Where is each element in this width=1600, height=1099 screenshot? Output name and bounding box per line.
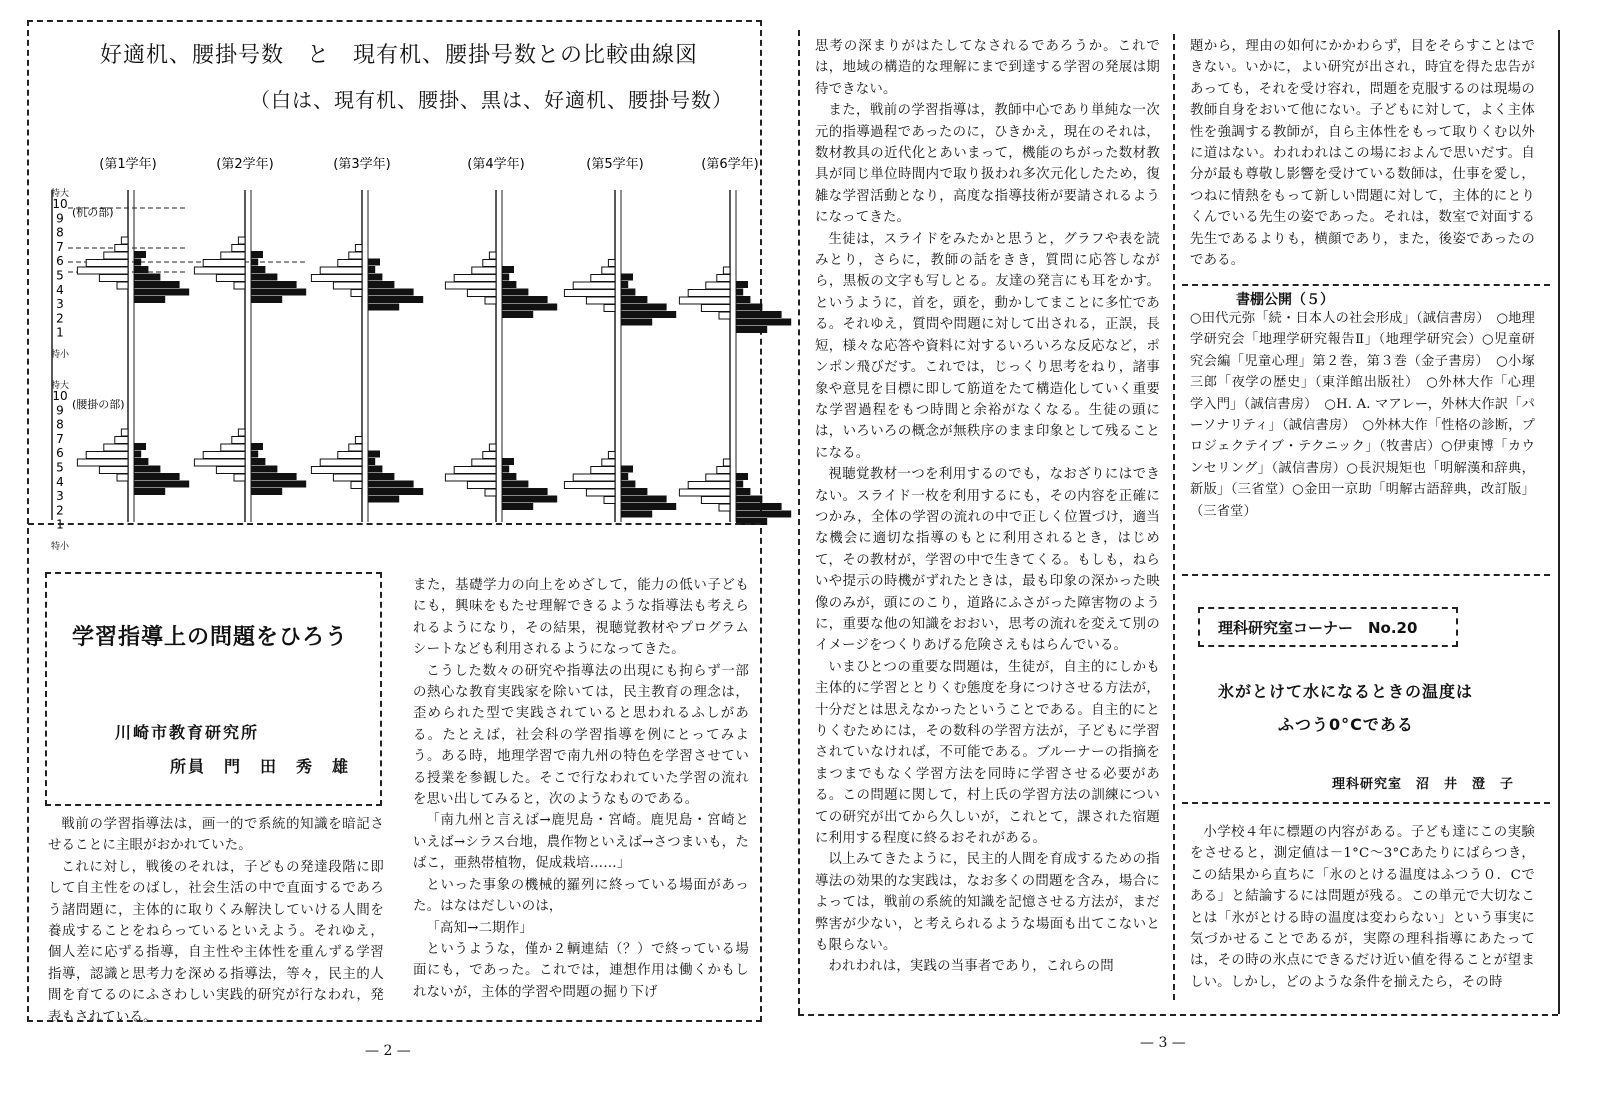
article-org: 川崎市教育研究所 <box>115 723 260 742</box>
black-bar <box>134 296 165 303</box>
white-bar <box>216 467 245 474</box>
scale-number: 4 <box>56 474 64 489</box>
desk-section-label: (机の部) <box>72 206 114 219</box>
white-bar <box>194 267 245 274</box>
black-bar <box>736 481 743 488</box>
scale-number: 2 <box>56 503 64 518</box>
white-bar <box>338 452 362 459</box>
black-bar <box>368 473 394 480</box>
science-corner-label: 理科研究室コーナー No.20 <box>1218 619 1418 637</box>
scale-number: 4 <box>56 282 64 297</box>
white-bar <box>221 252 245 259</box>
black-bar <box>621 488 647 495</box>
science-title-1: 氷がとけて水になるときの温度は <box>1218 682 1474 701</box>
black-bar <box>736 296 750 303</box>
white-bar <box>564 482 615 489</box>
black-bar <box>502 488 548 495</box>
black-bar <box>502 466 509 473</box>
black-bar <box>368 281 394 288</box>
right-page-right-border <box>1558 30 1560 1014</box>
scale-number: 6 <box>56 254 64 269</box>
right-page-bottom-border <box>798 1014 1558 1016</box>
science-title-2: ふつう0°Cである <box>1278 715 1414 734</box>
white-bar <box>86 260 128 267</box>
white-bar <box>349 252 362 259</box>
comparison-chart <box>28 150 759 552</box>
white-bar <box>723 459 730 466</box>
scale-number: 7 <box>56 431 64 446</box>
paragraph: 視聴覚教材一つを利用するのでも，なおざりにはできない。スライド一枚を利用するにも，その内容を正確につかみ，全体の学習の流れの中で正しく位置づけ，適当な機会に適切な指導のもとに利用されるとき，はじめて，その教材が，学習の中で生きてくる。もしも，ねらいや提示の時機がずれたときは，最も印象の深かった映像のみが，頭にのこり，道路にふさがった障害物のように，重要な他の知識をおおい，思考の流れを変えて別のイメージをつくりあげる危険さえもはらんでいる。 <box>815 467 1160 654</box>
science-body: 小学校４年に標題の内容がある。子ども達にこの実験をさせると，測定値は－1°C～3°Cあたりにばらつき，この結果から直ちに「氷のとける温度はふつう０．Cである」と結論するには問題が残る。この単元で大切なことは「氷がとける時の温度は変わらない」という事実に気づかせることであるが，実際の理科指導にあたっては，その時の氷点にできるだけ近い値を得ることが望ましい。しかし，どのような条件を揃えたら，その時 <box>1190 825 1535 990</box>
article-column-4 <box>1190 36 1535 271</box>
black-bar <box>502 289 528 296</box>
white-bar <box>591 467 615 474</box>
year-label: (第4学年) <box>467 157 525 172</box>
black-bar <box>251 251 263 258</box>
white-bar <box>99 275 128 282</box>
paragraph: いまひとつの重要な問題は，生徒が，自主的にしかも主体的に学習ととりくむ態度を身につけさせる方法が，十分だとは思えなかったということである。自主的にとりくむためには，その数科の学習方法が，子どもに学習されていなければ，不可能である。ブルーナーの指摘をまつまでもなく学習方法を同時に学習させる必要がある。この問題に関して，村上氏の学習方法の訓練についての研究が出てから久しいが，これとて，課された宿題に利用する程度に終るおそれがある。 <box>815 659 1160 847</box>
white-bar <box>688 482 730 489</box>
article-column-1 <box>48 814 384 1028</box>
black-bar <box>368 304 399 311</box>
white-bar <box>472 459 496 466</box>
white-bar <box>99 467 128 474</box>
article-author: 所員 門 田 秀 雄 <box>170 757 351 776</box>
black-bar <box>251 274 277 281</box>
white-bar <box>445 474 496 481</box>
white-bar <box>104 444 128 451</box>
year-label: (第3学年) <box>333 157 391 172</box>
white-bar <box>604 497 615 504</box>
year-column <box>445 190 557 522</box>
black-bar <box>736 304 762 311</box>
black-bar <box>251 466 277 473</box>
scale-number: 1 <box>56 517 64 532</box>
black-bar <box>502 311 533 318</box>
black-bar <box>134 443 146 450</box>
black-bar <box>736 473 748 480</box>
axis-bottom-label: 特小 <box>50 542 70 552</box>
white-bar <box>483 260 496 267</box>
white-bar <box>602 459 615 466</box>
white-bar <box>608 260 615 267</box>
black-bar <box>368 266 375 273</box>
black-bar <box>502 304 557 311</box>
article-title: 学習指導上の問題をひろう <box>72 625 349 650</box>
chart-subtitle: （白は、現有机、腰掛、黒は、好適机、腰掛号数） <box>250 88 733 112</box>
chart-title: 好適机、腰掛号数 と 現有机、腰掛号数との比較曲線図 <box>100 43 699 68</box>
white-bar <box>604 305 615 312</box>
black-bar <box>368 259 380 266</box>
black-bar <box>134 473 180 480</box>
white-bar <box>723 267 730 274</box>
black-bar <box>502 473 516 480</box>
white-bar <box>489 444 496 451</box>
black-bar <box>502 496 557 503</box>
scale-number: 3 <box>56 489 64 504</box>
black-bar <box>736 488 750 495</box>
white-bar <box>701 305 730 312</box>
right-page <box>790 0 1600 1099</box>
black-bar <box>134 481 189 488</box>
white-bar <box>454 275 496 282</box>
white-bar <box>355 245 362 252</box>
black-bar <box>621 281 628 288</box>
black-bar <box>736 326 767 333</box>
black-bar <box>502 274 509 281</box>
white-bar <box>602 267 615 274</box>
article-column-2 <box>413 575 749 1003</box>
black-bar <box>251 281 297 288</box>
paragraph: 戦前の学習指導法は，画一的で系統的知識を暗記させることに主眼がおかれていた。 <box>48 817 384 854</box>
axis-bottom-label: 特小 <box>50 350 70 360</box>
white-bar <box>234 474 245 481</box>
white-bar <box>706 282 730 289</box>
year-column <box>311 190 423 522</box>
black-bar <box>134 488 165 495</box>
paragraph: 題から，理由の如何にかかわらず，目をそらすことはできない。いかに，よい研究が出され，時宜を得た忠告があっても，それを受け容れ，問題を克服するのは現場の教師自身をおいて他にない。子どもに対して，よく主体性を強調する教師が，自ら主体性をもって取りくむ以外に道はない。われわれはこの場におよんで思いだす。自分が最も尊敬し影響を受けている数師は，仕事を愛し，つねに情熱をもって新しい問題に対して，主体的にとりくんでいる先生の姿であった。それは，数室で対面する先生であるよりも，横顔であり，また，後姿であったのである。 <box>1190 39 1535 269</box>
white-bar <box>608 452 615 459</box>
chart-divider <box>28 523 761 525</box>
black-bar <box>251 296 282 303</box>
paragraph: こうした数々の研究や指導法の出現にも拘らず一部の熱心な教育実践家を除いては，民主教育の理念は，歪められた型で実践されていると思われるふしがある。たとえば，社会科の学習指導を例にとってみよう。ある時，地理学習で南九州の特色を学習させている授業を参観した。そこで行なわれていた学習の流れを思い出してみると，次のようなものである。 <box>413 663 749 808</box>
white-bar <box>679 297 730 304</box>
black-bar <box>251 458 265 465</box>
white-bar <box>121 429 128 436</box>
white-bar <box>320 267 362 274</box>
scale-number: 9 <box>56 403 64 418</box>
black-bar <box>621 466 633 473</box>
year-column <box>679 190 791 525</box>
white-bar <box>467 482 496 489</box>
black-bar <box>251 266 265 273</box>
black-bar <box>368 496 399 503</box>
white-bar <box>121 237 128 244</box>
black-bar <box>736 319 791 326</box>
white-bar <box>117 474 128 481</box>
page-number: — 3 — <box>1140 1035 1186 1051</box>
white-bar <box>238 429 245 436</box>
white-bar <box>485 297 496 304</box>
black-bar <box>736 281 748 288</box>
white-bar <box>445 282 496 289</box>
paragraph: 「高知→二期作」 <box>426 920 533 936</box>
black-bar <box>621 319 652 326</box>
white-bar <box>706 474 730 481</box>
white-bar <box>472 267 496 274</box>
white-bar <box>338 260 362 267</box>
black-bar <box>736 503 782 510</box>
paragraph: また，戦前の学習指導は，教師中心であり単純な一次元的指導過程であったのに，ひきかえ，現在のそれは，数材教具の近代化とあいまって，機能のちがった数材教具が同じ単位時間内で取り扱われ多次元化したため，復雑な学習活動となり，高度な指導技術が要請されるようになってきた。 <box>815 103 1160 226</box>
right-page-left-border <box>798 30 800 1014</box>
black-bar <box>134 281 180 288</box>
white-bar <box>717 275 730 282</box>
paragraph: これに対し，戦後のそれは，子どもの発達段階に即して自主性をのばし，社会生活の中で直面するであろう諸問題に，主体的に取りくみ解決していける人間を養成することをねらっているといえよう。それゆえ，個人差に応ずる指導，自主性や主体性を重んずる学習指導，認識と思考力を深める指導法，等々，民主的人間を育てるのにふさわしい実践的研究が行なわれ，発表もされている。 <box>48 859 384 1025</box>
white-bar <box>719 504 730 511</box>
paragraph: 「南九州と言えば→鹿児島・宮崎。鹿児島・宮崎といえば→シラス台地，農作物といえば→さつまいも，たばこ，亜熱帯植物，促成栽培……」 <box>413 813 749 872</box>
scale-number: 1 <box>56 325 64 340</box>
axis-top-label: 特大 <box>50 189 70 199</box>
black-bar <box>251 473 297 480</box>
white-bar <box>86 452 128 459</box>
black-bar <box>368 458 375 465</box>
chair-section-label: (腰掛の部) <box>72 398 125 411</box>
black-bar <box>134 458 148 465</box>
black-bar <box>621 289 635 296</box>
black-bar <box>251 481 306 488</box>
black-bar <box>368 466 382 473</box>
white-bar <box>221 444 245 451</box>
white-bar <box>454 467 496 474</box>
article-column-3 <box>815 36 1160 978</box>
white-bar <box>203 452 245 459</box>
black-bar <box>621 311 676 318</box>
books-top-border <box>1182 284 1550 286</box>
white-bar <box>586 489 615 496</box>
white-bar <box>679 489 730 496</box>
black-bar <box>251 488 282 495</box>
year-label: (第6学年) <box>701 157 759 172</box>
white-bar <box>77 267 128 274</box>
scale-number: 2 <box>56 311 64 326</box>
scale-number: 7 <box>56 239 64 254</box>
black-bar <box>251 451 258 458</box>
black-bar <box>368 451 380 458</box>
paragraph: といった事象の機械的羅列に終っている場面があった。はなはだしいのは， <box>413 877 749 915</box>
scale-number: 8 <box>56 225 64 240</box>
black-bar <box>502 458 514 465</box>
black-bar <box>736 511 791 518</box>
black-bar <box>502 281 516 288</box>
year-column <box>564 190 676 522</box>
white-bar <box>77 459 128 466</box>
white-bar <box>349 444 362 451</box>
white-bar <box>333 282 362 289</box>
white-bar <box>719 312 730 319</box>
black-bar <box>736 496 762 503</box>
left-page <box>0 0 790 1099</box>
scale-number: 3 <box>56 297 64 312</box>
white-bar <box>351 290 362 297</box>
white-bar <box>203 260 245 267</box>
black-bar <box>736 289 743 296</box>
white-bar <box>701 497 730 504</box>
scale-number: 6 <box>56 446 64 461</box>
white-bar <box>311 275 362 282</box>
science-divider <box>1182 802 1550 804</box>
black-bar <box>134 251 146 258</box>
paragraph: また，基礎学力の向上をめざして，能力の低い子どもにも，興味をもたせ理解できるような指導法も考えられるようになり，その結果，視聴覚教材やプログラムシートなども利用されるようになってきた。 <box>413 578 749 658</box>
books-bottom-border <box>1182 574 1550 576</box>
black-bar <box>251 443 263 450</box>
white-bar <box>104 252 128 259</box>
white-bar <box>467 290 496 297</box>
black-bar <box>134 266 148 273</box>
white-bar <box>333 474 362 481</box>
black-bar <box>502 481 528 488</box>
black-bar <box>368 488 423 495</box>
white-bar <box>115 437 128 444</box>
page-number: — 2 — <box>365 1043 411 1059</box>
white-bar <box>717 467 730 474</box>
black-bar <box>134 289 189 296</box>
white-bar <box>489 252 496 259</box>
black-bar <box>251 289 306 296</box>
black-bar <box>368 296 423 303</box>
black-bar <box>368 289 414 296</box>
black-bar <box>368 274 382 281</box>
paragraph: というような，僅か２輌連結（？）で終っている場面にも，であった。これでは，連想作用は働くかもしれないが，主体的学習や問題の掘り下げ <box>413 941 749 1000</box>
black-bar <box>621 296 647 303</box>
white-bar <box>194 459 245 466</box>
paragraph: われわれは，実践の当事者であり，これらの問 <box>828 959 1114 975</box>
black-bar <box>502 503 533 510</box>
books-heading: 書棚公開（５） <box>1236 292 1334 308</box>
white-bar <box>115 245 128 252</box>
paragraph: 生徒は，スライドをみたかと思うと，グラフや表を読みとり，さらに，教師の話をきき，質問に応答しながら，黒板の文字も写しとる。友達の発言にも耳をかす。というように，首を，頭を，動かしてまことに多忙である。それゆえ，質問や問題に対して出される，正誤，長短，様々な応答や資料に対するいろいろな反応など，ポンポン飛びだす。これでは，じっくり思考をねり，諸事象や意見を目標に即して筋道をたて構造化していく重要な学習過程をもつ時間と余裕がなくなる。生徒の頭には，いろいろの概念が無秩序のまま印象として残ることになる。 <box>815 231 1160 461</box>
black-bar <box>134 259 141 266</box>
white-bar <box>688 290 730 297</box>
scale-number: 10 <box>52 389 68 403</box>
paragraph: 思考の深まりがはたしてなされるであろうか。これでは，地域の構造的な理解にまで到達する学習の発展は期待できない。 <box>815 39 1160 97</box>
black-bar <box>134 274 160 281</box>
white-bar <box>232 437 245 444</box>
black-bar <box>134 451 141 458</box>
scale-number: 8 <box>56 417 64 432</box>
year-label: (第1学年) <box>99 157 157 172</box>
black-bar <box>621 274 633 281</box>
white-bar <box>586 297 615 304</box>
white-bar <box>355 437 362 444</box>
white-bar <box>232 245 245 252</box>
scale-number: 9 <box>56 211 64 226</box>
black-bar <box>621 511 652 518</box>
black-bar <box>502 296 548 303</box>
white-bar <box>351 482 362 489</box>
black-bar <box>736 311 782 318</box>
black-bar <box>621 496 667 503</box>
black-bar <box>621 481 635 488</box>
white-bar <box>311 467 362 474</box>
science-author: 理科研究室 沼 井 澄 子 <box>1332 777 1515 792</box>
white-bar <box>485 489 496 496</box>
white-bar <box>234 282 245 289</box>
black-bar <box>621 473 628 480</box>
year-column <box>77 190 189 522</box>
black-bar <box>621 304 667 311</box>
white-bar <box>564 290 615 297</box>
black-bar <box>368 481 414 488</box>
white-bar <box>117 282 128 289</box>
white-bar <box>216 275 245 282</box>
white-bar <box>573 282 615 289</box>
axis-top-label: 特大 <box>50 381 70 391</box>
year-column <box>194 190 306 522</box>
scale-number: 5 <box>56 460 64 475</box>
white-bar <box>591 275 615 282</box>
black-bar <box>502 266 514 273</box>
books-list: ○田代元弥「続・日本人の社会形成」（誠信書房） ○地理学研究会「地理学研究報告Ⅱ」（地理学研究会）○児童研究会編「児童心理」第２巻，第３巻（金子書房） ○小塚三郎「夜学の歴史」（東洋館出版社） ○外林大作「心理学入門」（誠信書房） ○H. A. マアレー，外林大作訳「パーソナリティ」（誠信書房） ○外林大作「性格の診断，プロジェクテイブ・テクニック」（牧書店）○伊東博「カウンセリング」（誠信書房）○長沢規矩也「明解漢和辞典，新版」（三省堂）○金田一京助「明解古語辞典，改訂版」（三省堂） <box>1190 311 1535 519</box>
white-bar <box>238 237 245 244</box>
column-divider <box>1173 34 1175 1000</box>
black-bar <box>134 466 160 473</box>
year-label: (第5学年) <box>586 157 644 172</box>
scale-number: 5 <box>56 268 64 283</box>
year-label: (第2学年) <box>216 157 274 172</box>
white-bar <box>573 474 615 481</box>
black-bar <box>251 259 258 266</box>
black-bar <box>621 503 676 510</box>
paragraph: 以上みてきたように，民主的人間を育成するための指導法の効果的な実践は，なお多くの問題を含み，場合によっては，戦前の系統的知識を記憶させる方法が，まだ弊害が少ない，と考えられるような場面も出てこないとも限らない。 <box>815 852 1160 954</box>
white-bar <box>320 459 362 466</box>
scale-number: 10 <box>52 197 68 211</box>
white-bar <box>483 452 496 459</box>
